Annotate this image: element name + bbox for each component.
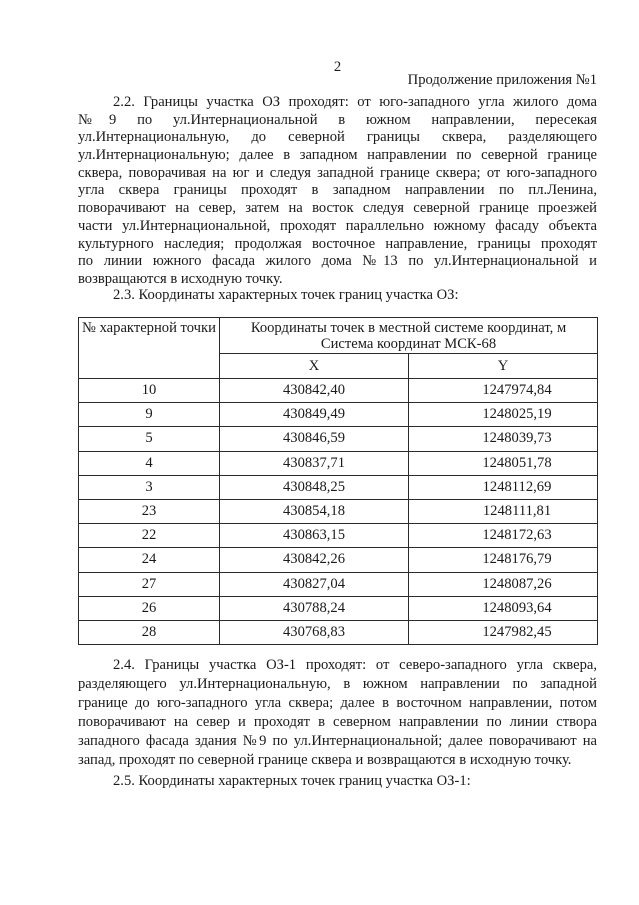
x-cell: 430848,25 [220,475,409,499]
x-cell: 430827,04 [220,572,409,596]
y-cell: 1248093,64 [409,596,598,620]
section-2-4-paragraph [78,656,597,770]
text-line: культурного наследия; продолжая восточное направление, границы проходят [78,235,597,252]
text-line: ул.Интернациональную, до северной границы сквера, разделяющего [78,129,597,146]
x-cell: 430837,71 [220,451,409,475]
text-line: поворачивают на север и проходят в северном направлении по линии створа [78,714,597,730]
text-line: части ул.Интернациональной, проходят параллельно южному фасаду объекта [78,217,597,234]
y-cell: 1248051,78 [409,451,598,475]
page-number: 2 [333,59,342,75]
text-line: ул.Интернациональную; далее в западном направлении по северной границе [78,147,597,164]
x-cell: 430788,24 [220,596,409,620]
point-cell: 22 [79,524,220,548]
text-line: поворачивают на север, затем на восток следуя северной границе проезжей [78,200,597,217]
point-column-header: № характерной точки [79,318,220,379]
section-2-5-heading [78,772,597,790]
x-cell: 430842,40 [220,379,409,403]
x-column-header: X [220,354,409,379]
text-line: возвращаются в исходную точку. [78,270,283,287]
text-line: 2.5. Координаты характерных точек границ участка ОЗ-1: [113,773,471,789]
x-cell: 430842,26 [220,548,409,572]
text-line: №9 по ул.Интернациональной в южном направлении, пересекая [78,111,597,128]
point-cell: 9 [79,403,220,427]
table-row [79,524,598,548]
table-row [79,403,598,427]
point-cell: 26 [79,596,220,620]
text-line: 2.2. Границы участка ОЗ проходят: от юго-западного угла жилого дома [113,94,597,110]
y-cell: 1248111,81 [409,499,598,523]
text-line: по линии южного фасада жилого дома №13 по ул.Интернациональной и [78,253,597,270]
appendix-continuation-note: Продолжение приложения №1 [407,72,597,88]
point-cell: 23 [79,499,220,523]
x-cell: 430863,15 [220,524,409,548]
y-cell: 1248039,73 [409,427,598,451]
table-row [79,379,598,403]
x-cell: 430846,59 [220,427,409,451]
section-2-2-paragraph [78,94,597,289]
y-cell: 1248112,69 [409,475,598,499]
text-line: запад, проходят по северной границе сквера и возвращаются в исходную точку. [78,752,572,768]
text-line: разделяющего ул.Интернациональную, в южном направлении по западной [78,676,597,692]
table-row [79,572,598,596]
x-cell: 430768,83 [220,620,409,644]
text-line: угла сквера границы проходят в западном направлении по пл.Ленина, [78,182,597,199]
text-line: 2.3. Координаты характерных точек границ участка ОЗ: [113,287,459,303]
y-column-header: Y [409,354,598,379]
table-row [79,620,598,644]
coordinates-header-line: Координаты точек в местной системе координат, м [250,320,567,336]
text-line: западного фасада здания №9 по ул.Интернациональной; далее поворачивают на [78,733,597,749]
y-cell: 1248172,63 [409,524,598,548]
text-line: границе до юго-западного угла сквера; далее в восточном направлении, потом [78,695,597,711]
y-cell: 1247974,84 [409,379,598,403]
point-cell: 28 [79,620,220,644]
table-header-row [79,318,598,354]
coordinates-header [220,318,598,354]
point-cell: 5 [79,427,220,451]
table-row [79,596,598,620]
coordinates-table [78,317,598,645]
x-cell: 430854,18 [220,499,409,523]
y-cell: 1248176,79 [409,548,598,572]
table-row [79,548,598,572]
table-row [79,451,598,475]
point-cell: 10 [79,379,220,403]
point-cell: 24 [79,548,220,572]
section-2-3-heading [78,286,597,304]
y-cell: 1247982,45 [409,620,598,644]
y-cell: 1248087,26 [409,572,598,596]
text-line: сквера, поворачивая на юг и следуя западной границе сквера; от юго-западного [78,164,597,181]
y-cell: 1248025,19 [409,403,598,427]
table-row [79,499,598,523]
text-line: 2.4. Границы участка ОЗ-1 проходят: от северо-западного угла сквера, [113,657,597,673]
table-row [79,475,598,499]
point-cell: 4 [79,451,220,475]
coordinate-system-label: Система координат МСК-68 [320,336,497,352]
x-cell: 430849,49 [220,403,409,427]
point-cell: 27 [79,572,220,596]
table-row [79,427,598,451]
point-cell: 3 [79,475,220,499]
